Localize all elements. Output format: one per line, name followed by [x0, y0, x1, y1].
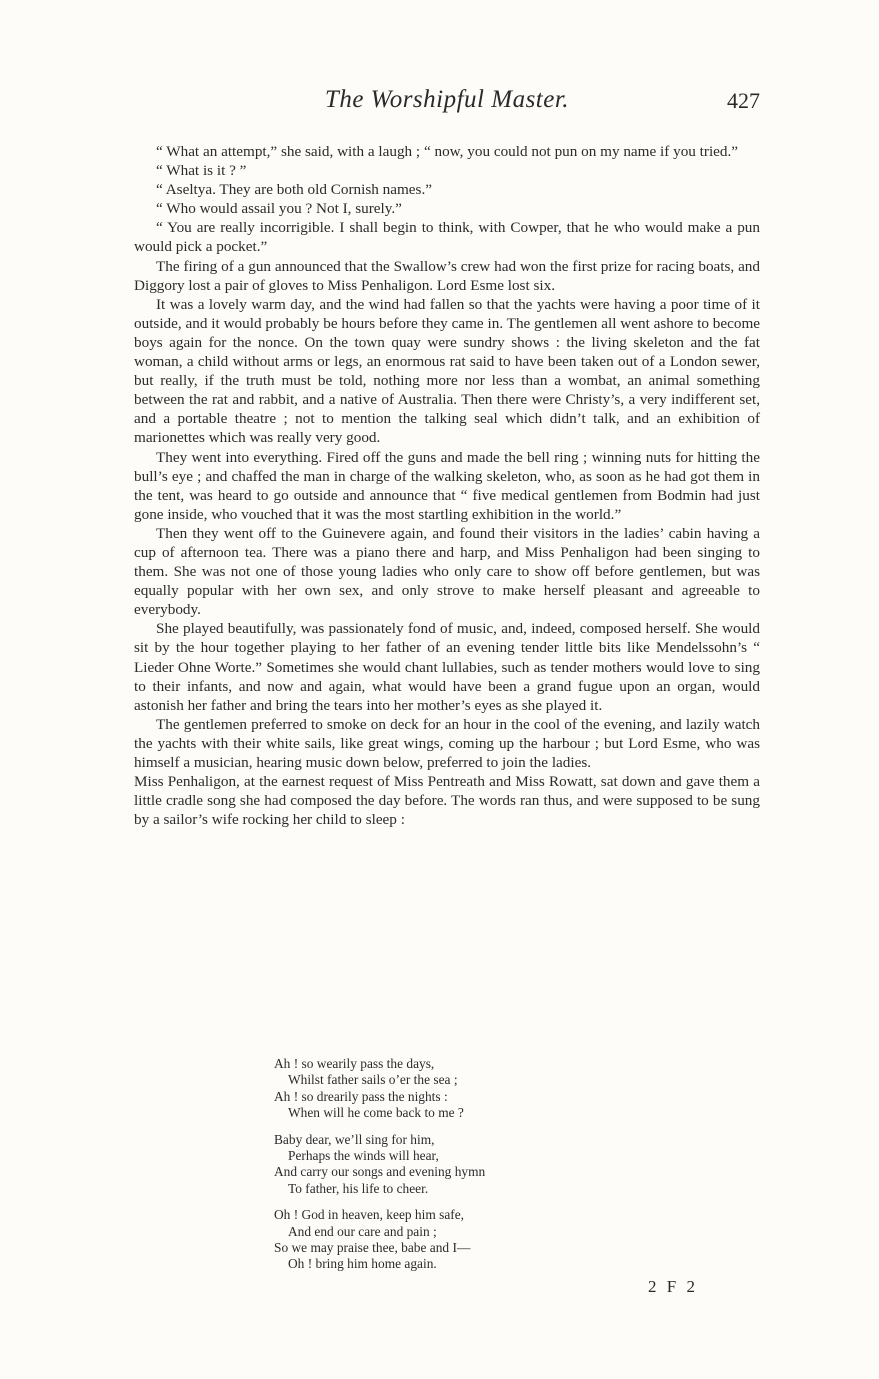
poem-line: Oh ! bring him home again. — [288, 1256, 437, 1272]
poem-line: To father, his life to cheer. — [288, 1180, 429, 1196]
signature-mark: 2 F 2 — [648, 1277, 698, 1296]
paragraph: “ Who would assail you ? Not I, surely.” — [156, 200, 402, 218]
poem-line: Perhaps the winds will hear, — [288, 1148, 439, 1164]
poem-line: Ah ! so wearily pass the days, — [274, 1056, 435, 1071]
paragraph: “ You are really incorrigible. I shall begin to think, with Cowper, that he who would make a pun would pick a pocket.” — [134, 219, 760, 256]
paragraph: “ What is it ? ” — [156, 162, 247, 180]
poem-line: Oh ! God in heaven, keep him safe, — [274, 1207, 465, 1223]
poem-line: And end our care and pain ; — [288, 1223, 437, 1239]
paragraph: The gentlemen preferred to smoke on deck for an hour in the cool of the evening, and lazily watch the yachts with their white sails, like great wings, coming up the harbour ; but Lord Esme, who was himself a musician, hearing music down below, preferred to join the ladies. — [134, 715, 760, 771]
paragraph: Then they went off to the Guinevere again, and found their visitors in the ladies’ cabin having a cup of afternoon tea. There was a piano there and harp, and Miss Penhaligon had been singing to them. She was not one of those young ladies who only care to show off before gentlemen, but was equally popular with her own sex, and only strove to make herself pleasant and agreeable to everybody. — [134, 524, 760, 619]
paragraph: “ What an attempt,” she said, with a laugh ; “ now, you could not pun on my name if you tried.” — [156, 143, 739, 160]
paragraph: Miss Penhaligon, at the earnest request of Miss Pentreath and Miss Rowatt, sat down and gave them a little cradle song she had composed the day before. The words ran thus, and were supposed to be sung by a sailor’s wife rocking her child to sleep : — [134, 773, 760, 829]
poem-line: And carry our songs and evening hymn — [274, 1164, 486, 1180]
cradle-song-poem — [274, 1056, 594, 1283]
poem-stanza — [274, 1056, 594, 1122]
body-text — [134, 142, 760, 829]
poem-stanza — [274, 1207, 594, 1273]
paragraph: “ Aseltya. They are both old Cornish names.” — [156, 181, 432, 199]
paragraph: They went into everything. Fired off the guns and made the bell ring ; winning nuts for hitting the bull’s eye ; and chaffed the man in charge of the walking skeleton, who, as soon as he had got them in the tent, was heard to go outside and announce that “ five medical gentlemen from Bodmin had just gone inside, who vouched that it was the most startling exhibition in the world.” — [134, 448, 760, 523]
poem-line: Baby dear, we’ll sing for him, — [274, 1131, 435, 1147]
poem-line: So we may praise thee, babe and I— — [274, 1240, 471, 1256]
page-header — [134, 86, 760, 118]
paragraph: She played beautifully, was passionately fond of music, and, indeed, composed herself. She would sit by the hour together playing to her father of an evening tender little bits like Mendelssohn’s “ Lieder Ohne Worte.” Sometimes she would chant lullabies, such as tender mothers would love to sing to their infants, and now and again, what would have been a grand fugue upon an organ, would astonish her father and bring the tears into her mother’s eyes as she played it. — [134, 620, 760, 714]
poem-line: Ah ! so drearily pass the nights : — [274, 1088, 448, 1104]
page-number: 427 — [727, 88, 760, 113]
poem-line: When will he come back to me ? — [288, 1105, 464, 1121]
running-title: The Worshipful Master. — [324, 86, 570, 113]
poem-stanza — [274, 1132, 594, 1198]
paragraph: It was a lovely warm day, and the wind had fallen so that the yachts were having a poor time of it outside, and it would probably be hours before they came in. The gentlemen all went ashore to become boys again for the nonce. On the town quay were sundry shows : the living skeleton and the fat woman, a child without arms or legs, an enormous rat said to have been taken out of a London sewer, but really, if the truth must be told, nothing more nor less than a wombat, an animal something between the rat and rabbit, and a native of Australia. Then there were Christy’s, a very indifferent set, and a portable theatre ; not to mention the talking seal which didn’t talk, and an exhibition of marionettes which was really very good. — [134, 295, 760, 447]
paragraph: The firing of a gun announced that the Swallow’s crew had won the first prize for racing boats, and Diggory lost a pair of gloves to Miss Penhaligon. Lord Esme lost six. — [134, 257, 760, 294]
poem-line: Whilst father sails o’er the sea ; — [288, 1072, 458, 1088]
